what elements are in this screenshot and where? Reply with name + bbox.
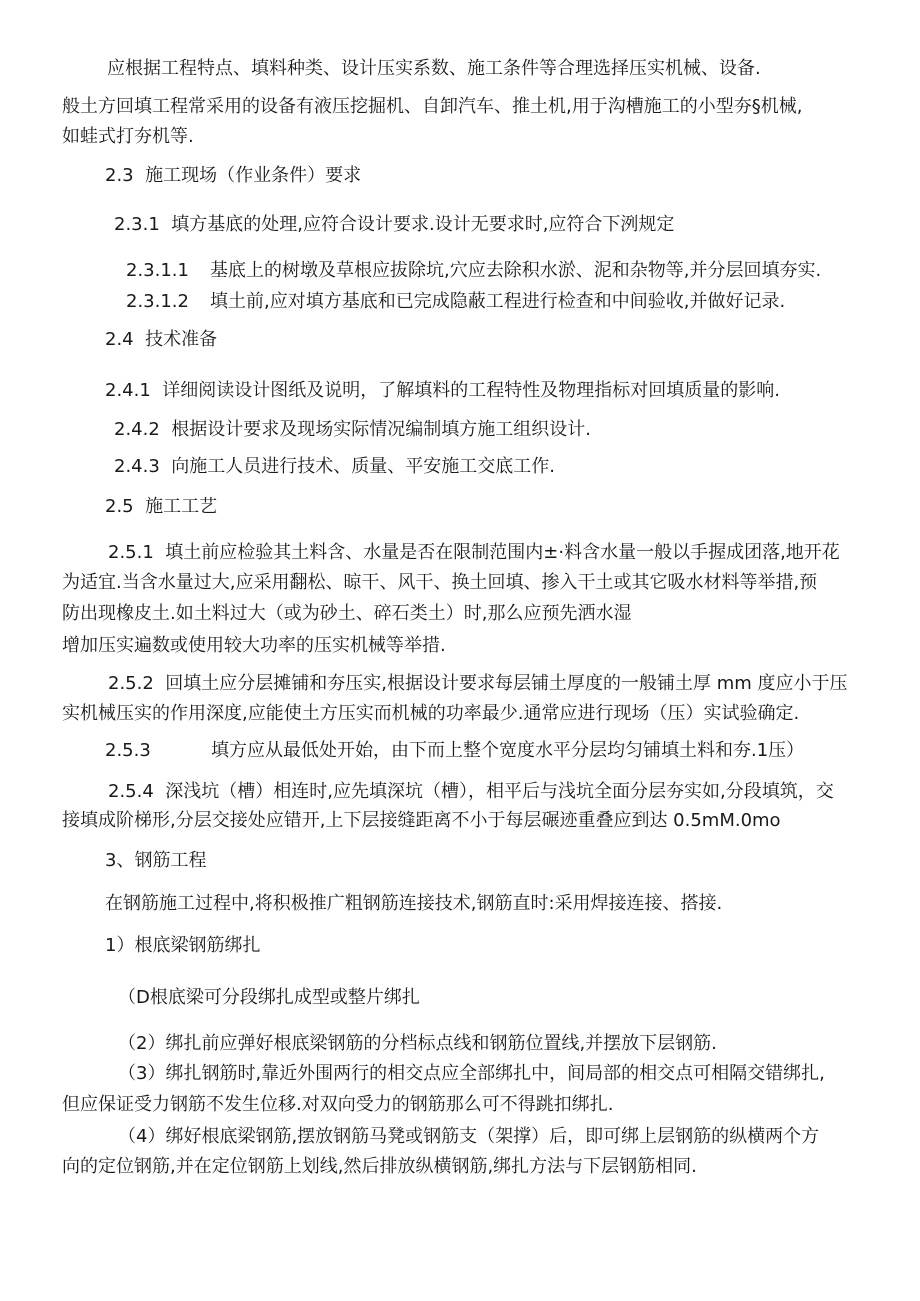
clause-text: 填土前应检验其土料含、水量是否在限制范围内±·料含水量一般以手握成团落,地开花 bbox=[165, 542, 840, 563]
clause-number: 2.4.2 bbox=[114, 419, 160, 440]
list-item: （2）绑扎前应弹好根底梁钢筋的分档标点线和钢筋位置线,并摆放下层钢筋. bbox=[118, 1033, 717, 1054]
clause-2-3-1 bbox=[114, 212, 674, 238]
paragraph-line: 实机械压实的作用深度,应能使土方压实而机械的功率最少.通常应进行现场（压）实试验确定. bbox=[62, 703, 800, 724]
clause-text: 向施工人员进行技术、质量、平安施工交底工作. bbox=[171, 456, 555, 477]
clause-number: 2.5.4 bbox=[108, 781, 154, 802]
paragraph-line: 为适宜.当含水量过大,应采用翻松、晾干、风干、换土回填、掺入干土或其它吸水材料等举措,预 bbox=[62, 572, 818, 593]
clause-2-3-1-1 bbox=[126, 258, 821, 284]
clause-number: 2.5.3 bbox=[105, 740, 151, 761]
list-item: （D根底梁可分段绑扎成型或整片绑扎 bbox=[118, 987, 420, 1008]
paragraph-line: 接填成阶梯形,分层交接处应错开,上下层接缝距离不小于每层碾迹重叠应到达 0.5mM.0mo bbox=[62, 810, 781, 831]
list-item: （3）绑扎钢筋时,靠近外围两行的相交点应全部绑扎中，间局部的相交点可相隔交错绑扎, bbox=[118, 1063, 825, 1084]
clause-2-4-1 bbox=[105, 378, 780, 404]
section-number: 2.3 bbox=[105, 165, 134, 186]
clause-2-4-3 bbox=[114, 454, 555, 480]
section-title: 施工现场（作业条件）要求 bbox=[145, 165, 362, 186]
clause-2-3-1-2 bbox=[126, 289, 785, 315]
paragraph-line: 增加压实遍数或使用较大功率的压实机械等举措. bbox=[62, 635, 446, 656]
clause-number: 2.4.3 bbox=[114, 456, 160, 477]
clause-text: 基底上的树墩及草根应拔除坑,穴应去除积水淤、泥和杂物等,并分层回填夯实. bbox=[210, 260, 822, 281]
paragraph-line: 向的定位钢筋,并在定位钢筋上划线,然后排放纵横钢筋,绑扎方法与下层钢筋相同. bbox=[62, 1156, 697, 1177]
clause-2-5-3 bbox=[105, 738, 804, 764]
clause-text: 填方基底的处理,应符合设计要求.设计无要求时,应符合下洌规定 bbox=[171, 214, 675, 235]
paragraph-line: 在钢筋施工过程中,将积极推广粗钢筋连接技术,钢筋直时:采用焊接连接、搭接. bbox=[105, 893, 723, 914]
paragraph-line: 般土方回填工程常采用的设备有液压挖掘机、自卸汽车、推土机,用于沟槽施工的小型夯§机械, bbox=[62, 96, 803, 117]
section-heading-2-4 bbox=[105, 327, 217, 353]
clause-number: 2.5.1 bbox=[108, 542, 154, 563]
clause-2-5-4 bbox=[108, 779, 834, 805]
section-number: 2.5 bbox=[105, 496, 134, 517]
clause-text: 详细阅读设计图纸及说明，了解填料的工程特性及物理指标对回填质量的影响. bbox=[162, 380, 780, 401]
section-heading-2-3 bbox=[105, 163, 361, 189]
clause-text: 深浅坑（槽）相连时,应先填深坑（槽），相平后与浅坑全面分层夯实如,分段填筑，交 bbox=[165, 781, 834, 802]
clause-2-4-2 bbox=[114, 417, 591, 443]
clause-2-5-2 bbox=[108, 671, 848, 697]
clause-number: 2.3.1.1 bbox=[126, 260, 189, 281]
clause-number: 2.4.1 bbox=[105, 380, 151, 401]
section-title: 技术准备 bbox=[145, 329, 218, 350]
section-heading-3: 3、钢筋工程 bbox=[105, 850, 207, 871]
list-item: （4）绑好根底梁钢筋,摆放钢筋马凳或钢筋支（架撑）后，即可绑上层钢筋的纵横两个方 bbox=[118, 1126, 820, 1147]
clause-text: 回填土应分层摊铺和夯压实,根据设计要求每层铺土厚度的一般铺土厚 mm 度应小于压 bbox=[165, 673, 848, 694]
section-title: 施工工艺 bbox=[145, 496, 218, 517]
paragraph-line: 但应保证受力钢筋不发生位移.对双向受力的钢筋那么可不得跳扣绑扎. bbox=[62, 1094, 614, 1115]
clause-text: 根据设计要求及现场实际情况编制填方施工组织设计. bbox=[171, 419, 591, 440]
paragraph-line: 如蛙式打夯机等. bbox=[62, 126, 194, 147]
subheading-1: 1）根底梁钢筋绑扎 bbox=[105, 935, 261, 956]
clause-2-5-1 bbox=[108, 540, 840, 566]
section-number: 2.4 bbox=[105, 329, 134, 350]
clause-text: 填土前,应对填方基底和已完成隐蔽工程进行检查和中间验收,并做好记录. bbox=[210, 291, 786, 312]
clause-number: 2.3.1.2 bbox=[126, 291, 189, 312]
clause-text: 填方应从最低处开始，由下而上整个宽度水平分层均匀铺填土料和夯.1压） bbox=[211, 740, 805, 761]
clause-number: 2.5.2 bbox=[108, 673, 154, 694]
clause-number: 2.3.1 bbox=[114, 214, 160, 235]
section-heading-2-5 bbox=[105, 494, 217, 520]
paragraph-line: 应根据工程特点、填料种类、设计压实系数、施工条件等合理选择压实机械、设备. bbox=[107, 58, 761, 79]
paragraph-line: 防出现橡皮土.如土料过大（或为砂土、碎石类土）时,那么应预先洒水湿 bbox=[62, 603, 632, 624]
